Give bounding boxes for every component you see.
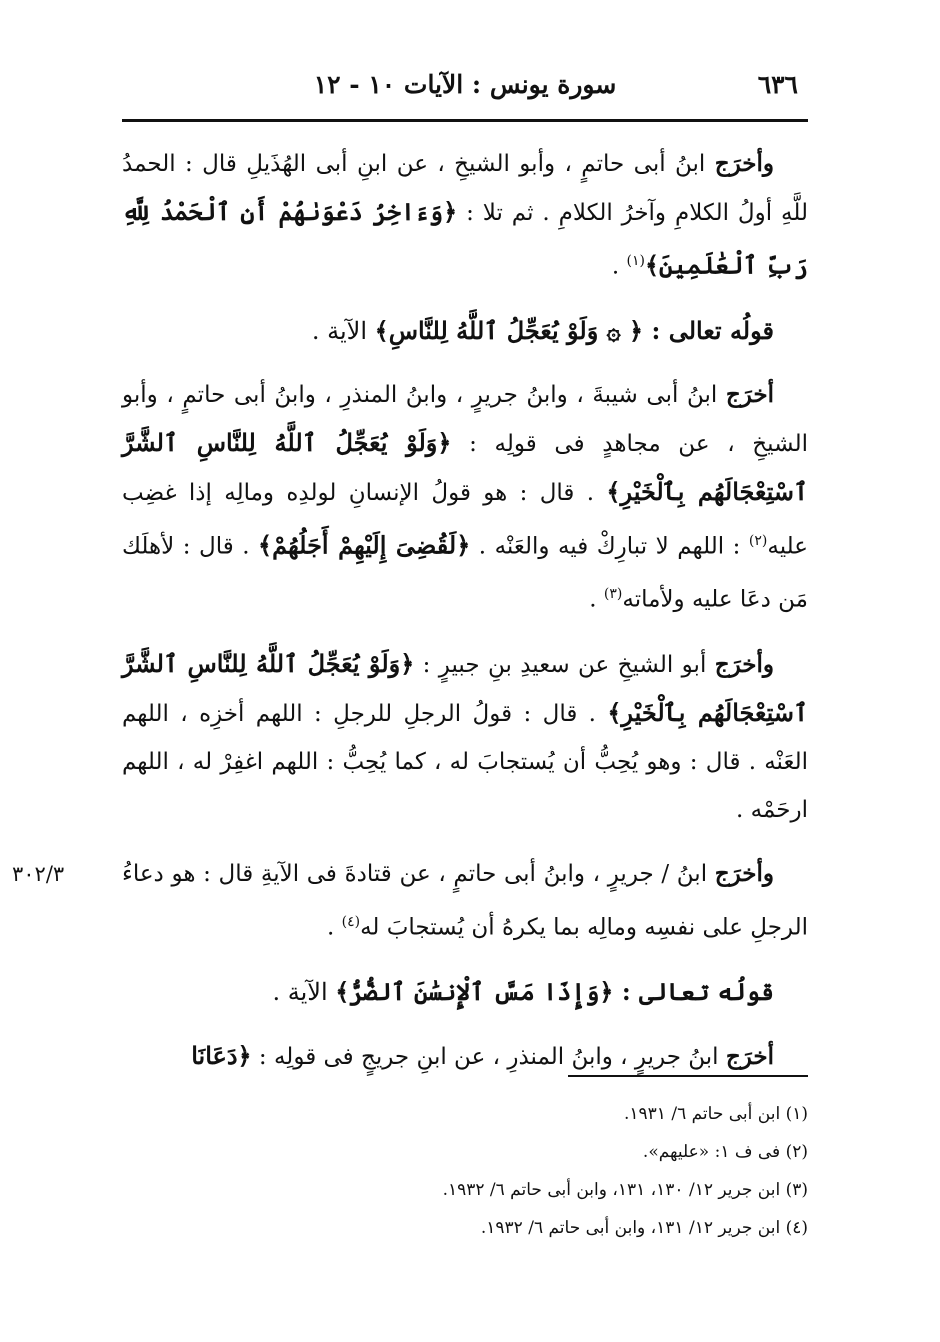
heading-label: قولُه تعالى : [643, 315, 774, 345]
heading-tail: الآية . [311, 316, 375, 345]
paragraph-lead: أخرَج [725, 1042, 774, 1070]
heading-quran: ﴿ ۞ وَلَوْ يُعَجِّلُ ٱللَّهُ لِلنَّاسِ﴾ [374, 315, 644, 345]
section-heading-2 [122, 968, 808, 1016]
paragraph-lead: وأخرَج [714, 859, 774, 887]
paragraph-tail: : اللهم لا تبارِكْ فيه والعَنْه . [470, 533, 749, 560]
footnote-rule [568, 1075, 808, 1077]
paragraph-tail: . [589, 586, 604, 613]
running-title: سورة يونس : الآيات ١٠ - ١٢ [313, 70, 617, 99]
quran-quote: ﴿دَعَانَا [191, 1040, 252, 1070]
body-text [12, 140, 809, 1097]
paragraph-tail: . قال : هو قولُ الإنسانِ لولدِه ومالِه إذا غضِب عليه [122, 479, 808, 560]
footnote-ref: (١) [626, 253, 645, 269]
quran-quote: ﴿وَءَاخِرُ دَعْوَىٰهُمْ أَنِ ٱلْحَمْدُ لِلَّهِ رَبِّ ٱلْعَٰلَمِينَ﴾ [122, 197, 808, 280]
paragraph-5 [122, 1032, 808, 1081]
footnote-ref: (٢) [748, 532, 768, 549]
heading-tail: الآية . [272, 977, 336, 1006]
footnote: (٢) فى ف ١: «عليهم». [642, 1142, 808, 1162]
paragraph-lead: أخرَج [725, 380, 774, 408]
paragraph-tail: . [326, 914, 342, 941]
heading-label: قولُه تعالى : [613, 976, 774, 1006]
footnotes [122, 1095, 808, 1247]
footnote: (٤) ابن جرير ١٢/ ١٣١، وابن أبى حاتم ٦/ ١٩٣٢. [480, 1218, 808, 1238]
paragraph-text: ابنُ / جريرٍ ، وابنُ أبى حاتمٍ ، عن قتادةَ فى الآيةِ قال : هو دعاءُ الرجلِ على نفسِه ومالِه بما يكرهُ أن يُستجابَ له [122, 860, 808, 941]
paragraph-3 [122, 640, 808, 834]
paragraph-text: ابنُ جريرٍ ، وابنُ المنذرِ ، عن ابنِ جريجٍ فى قولِه : [251, 1043, 726, 1070]
page-number: ٦٣٦ [757, 70, 798, 99]
paragraph-tail: . قال : لأهلَك مَن دعَا عليه ولأماته [122, 533, 808, 613]
header-rule [122, 119, 808, 122]
quran-quote: ﴿وَلَوْ يُعَجِّلُ ٱللَّهُ لِلنَّاسِ ٱلشَّرَّ ٱسْتِعْجَالَهُم بِٱلْخَيْرِ﴾ [122, 648, 809, 727]
paragraph-2 [122, 371, 808, 624]
footnote-ref: (٤) [341, 913, 361, 930]
footnote: (١) ابن أبى حاتم ٦/ ١٩٣١. [623, 1104, 808, 1124]
paragraph-text: ابنُ أبى شيبةَ ، وابنُ جريرٍ ، وابنُ المنذرِ ، وابنُ أبى حاتمٍ ، وأبو الشيخِ ، عن مجاهدٍ فى قولِه : [122, 381, 808, 457]
footnote-ref: (٣) [603, 586, 623, 603]
paragraph-text: ابنُ أبى حاتمٍ ، وأبو الشيخِ ، عن ابنِ أبى الهُذَيلِ قال : الحمدُ للَّهِ أولُ الكلامِ وآخرُ الكلامِ . ثم تلا : [122, 151, 809, 226]
quran-quote: ﴿وَلَوْ يُعَجِّلُ ٱللَّهُ لِلنَّاسِ ٱلشَّرَّ ٱسْتِعْجَالَهُم بِٱلْخَيْرِ﴾ [122, 427, 809, 506]
paragraph-1 [122, 140, 808, 291]
margin-reference: ٣٠٢/٣ [12, 861, 65, 886]
section-heading-1 [122, 307, 808, 355]
paragraph-lead: وأخرَج [714, 150, 774, 177]
paragraph-4 [12, 850, 808, 952]
paragraph-lead: وأخرَج [714, 650, 774, 678]
paragraph-tail: . قال : قولُ الرجلِ للرجلِ : اللهم أخزِه ، اللهم العَنْه . قال : وهو يُحِبُّ أن يُستجابَ له ، كما يُحِبُّ : اللهم اغفِرْ له ، اللهم ارحَمْه . [122, 700, 808, 823]
page-header [122, 70, 808, 110]
quran-quote: ﴿لَقُضِىَ إِلَيْهِمْ أَجَلُهُمْ﴾ [258, 530, 471, 560]
heading-quran: ﴿وَإِذَا مَسَّ ٱلْإِنسَٰنَ ٱلضُّرُّ﴾ [335, 976, 614, 1006]
paragraph-tail: . [611, 253, 627, 280]
paragraph-text: أبو الشيخِ عن سعيدِ بنِ جبيرٍ : [414, 651, 715, 678]
footnote: (٣) ابن جرير ١٢/ ١٣٠، ١٣١، وابن أبى حاتم ٦/ ١٩٣٢. [442, 1180, 808, 1200]
